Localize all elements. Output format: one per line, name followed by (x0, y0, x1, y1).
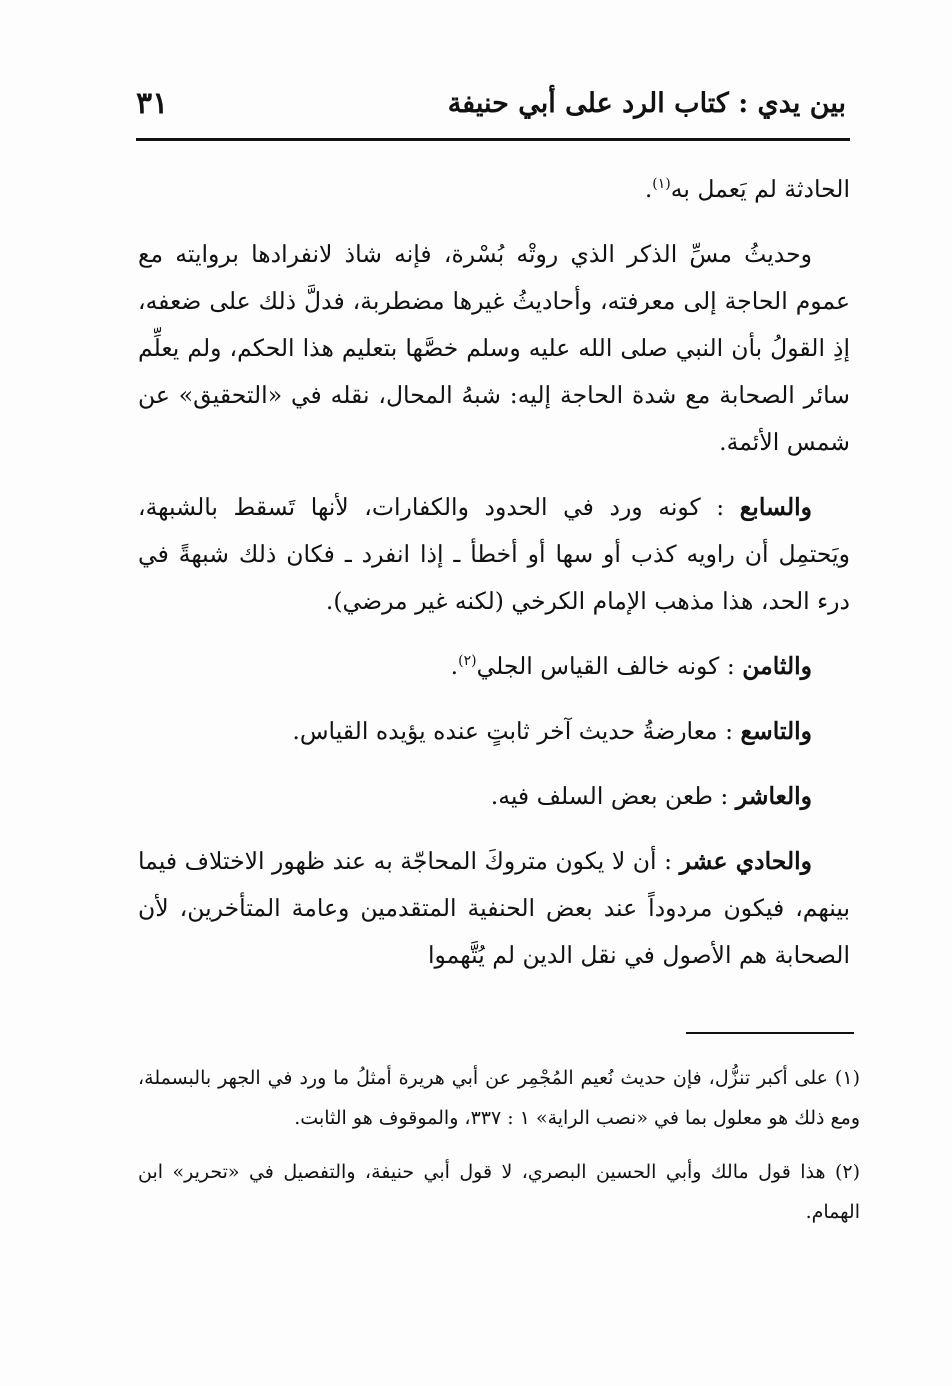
paragraph-text: الحادثة لم يَعمل به (670, 175, 850, 203)
paragraph-lead: والسابع (739, 493, 812, 521)
footnote-1: (١) على أكبر تنزُّل، فإن حديث نُعيم المُجْمِر عن أبي هريرة أمثلُ ما ورد في الجهر بالبسملة، ومع ذلك هو معلول بما في «نصب الراية» ١ : ٣٣٧، والموقوف هو الثابت. (138, 1067, 860, 1129)
paragraph-3 (138, 484, 850, 625)
paragraph-text: : أن لا يكون متروكَ المحاجّة به عند ظهور الاختلاف فيما بينهم، فيكون مردوداً عند بعض الحنفية المتقدمين وعامة المتأخرين، لأن الصحابة هم الأصول في نقل الدين لم يُتَّهموا (138, 847, 850, 969)
footnote-ref-1: (١) (652, 176, 671, 193)
paragraph-end: . (644, 175, 653, 203)
paragraph-text: وحديثُ مسِّ الذكر الذي روتْه بُسْرة، فإنه شاذ لانفرادها بروايته مع عموم الحاجة إلى معرفته، وأحاديثُ غيرها مضطربة، فدلَّ ذلك على ضعفه، إذِ القولُ بأن النبي صلى الله عليه وسلم خصَّها بتعليم هذا الحكم، ولم يعلِّم سائر الصحابة مع شدة الحاجة إليه: شبهُ المحال، نقله في «التحقيق» عن شمس الأئمة. (138, 240, 850, 456)
main-text (138, 166, 850, 979)
paragraph-2 (138, 231, 850, 466)
paragraph-lead: والثامن (742, 652, 812, 680)
running-title: بين يدي : كتاب الرد على أبي حنيفة (447, 88, 846, 119)
page-number: ٣١ (136, 86, 169, 121)
paragraph-lead: والعاشر (735, 782, 812, 810)
footnotes (138, 1058, 860, 1232)
paragraph-6 (138, 773, 850, 820)
footnote-ref-2: (٢) (458, 653, 477, 670)
paragraph-lead: والتاسع (740, 717, 812, 745)
paragraph-text: : طعن بعض السلف فيه. (490, 782, 729, 810)
paragraph-4 (138, 643, 850, 690)
paragraph-text: : كونه خالف القياس الجلي (476, 652, 735, 680)
paragraph-7 (138, 838, 850, 979)
paragraph-text: : كونه ورد في الحدود والكفارات، لأنها تَسقط بالشبهة، ويَحتمِل أن راويه كذب أو سها أو أخطأ ـ إذا انفرد ـ فكان ذلك شبهةً في درء الحد، هذا مذهب الإمام الكرخي (لكنه غير مرضي). (138, 493, 850, 615)
paragraph-text: : معارضةُ حديث آخر ثابتٍ عنده يؤيده القياس. (292, 717, 734, 745)
page-header (136, 82, 850, 141)
paragraph-1 (138, 166, 850, 213)
paragraph-5 (138, 708, 850, 755)
paragraph-end: . (450, 652, 459, 680)
footnote-separator (686, 1032, 854, 1034)
footnote-2: (٢) هذا قول مالك وأبي الحسين البصري، لا قول أبي حنيفة، والتفصيل في «تحرير» ابن الهمام. (138, 1161, 860, 1223)
paragraph-lead: والحادي عشر (679, 847, 812, 875)
